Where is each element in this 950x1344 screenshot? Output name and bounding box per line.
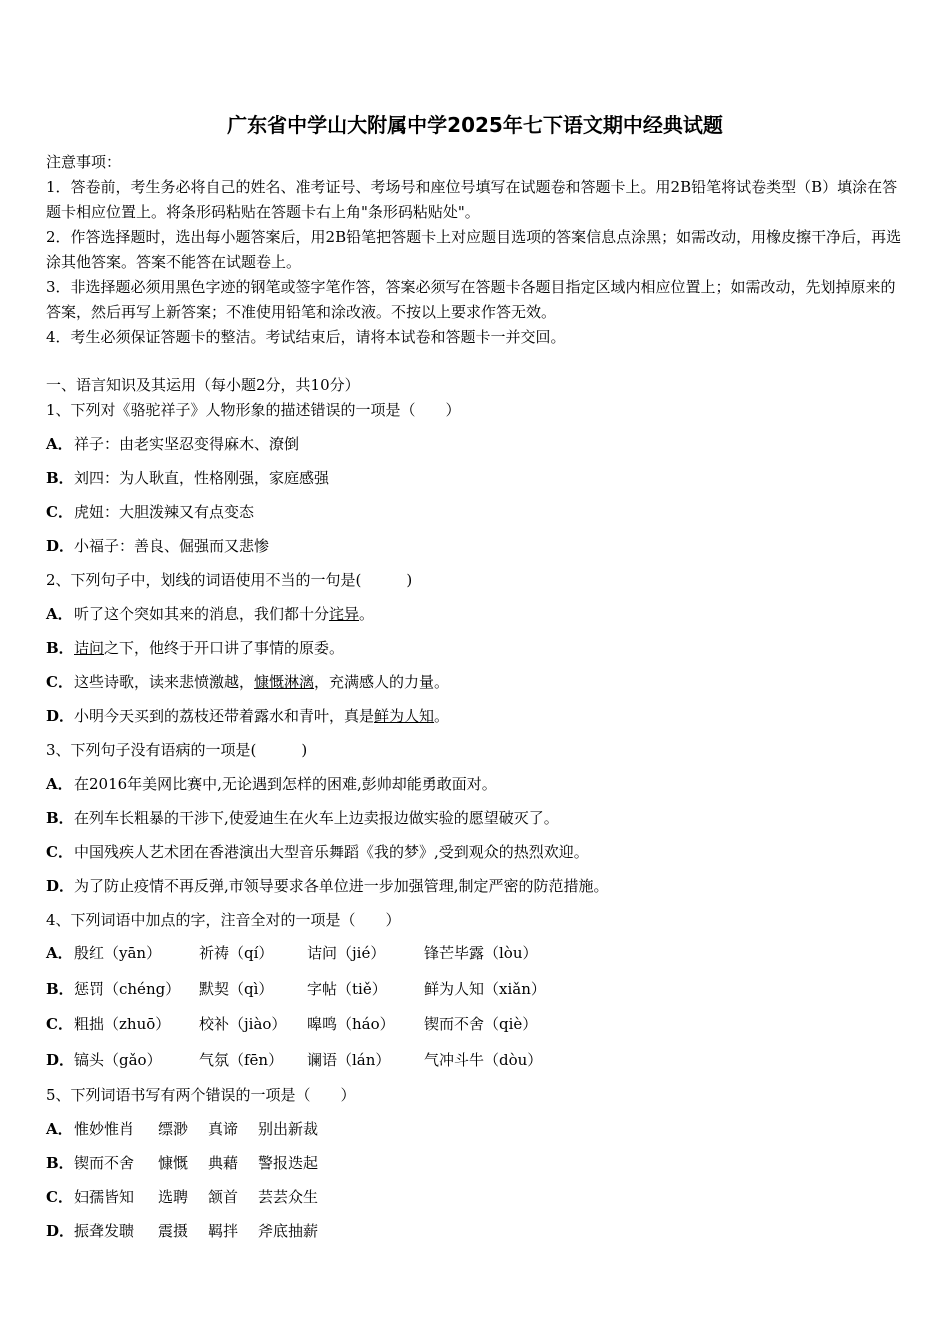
notice-item: 2．作答选择题时，选出每小题答案后，用2B铅笔把答题卡上对应题目选项的答案信息点涂黑；如需改动，用橡皮擦干净后，再选涂其他答案。答案不能答在试题卷上。: [46, 228, 902, 271]
word: 锲而不舍: [74, 1154, 135, 1172]
option-letter: C．: [46, 673, 73, 691]
word: 真谛: [208, 1120, 239, 1138]
option-text: 在列车长粗暴的干涉下,使爱迪生在火车上边卖报边做实验的愿望破灭了。: [74, 809, 559, 827]
pinyin-word: 鲜为人知（xiǎn）: [424, 980, 546, 998]
pinyin-word: 粗拙（zhuō）: [74, 1015, 171, 1033]
pinyin-word: 镐头（gǎo）: [74, 1051, 162, 1069]
option-1c: [46, 501, 254, 523]
option-letter: B．: [46, 639, 74, 657]
option-text: 在2016年美网比赛中,无论遇到怎样的困难,彭帅却能勇敢面对。: [74, 775, 497, 793]
underlined-word: 诘问: [74, 639, 105, 657]
option-text: 祥子：由老实坚忍变得麻木、潦倒: [74, 435, 300, 453]
word: 芸芸众生: [258, 1188, 319, 1206]
option-text: 。: [359, 605, 375, 623]
option-text: 。: [434, 707, 450, 725]
pinyin-word: 殷红（yān）: [74, 944, 162, 962]
option-1b: [46, 467, 329, 489]
option-letter: B．: [46, 469, 74, 487]
option-letter: A．: [46, 775, 73, 793]
option-letter: A．: [46, 944, 73, 962]
option-letter: D．: [46, 1222, 75, 1240]
option-5d: [46, 1220, 318, 1242]
word: 振聋发聩: [74, 1222, 135, 1240]
word: 妇孺皆知: [74, 1188, 135, 1206]
question-stem-2: 2、下列句子中，划线的词语使用不当的一句是( ): [46, 571, 413, 589]
word: 典藉: [208, 1154, 239, 1172]
word: 缥渺: [158, 1120, 189, 1138]
word: 震摄: [158, 1222, 189, 1240]
question-stem-4: 4、下列词语中加点的字，注音全对的一项是（ ）: [46, 911, 401, 929]
option-4b: [46, 978, 546, 1000]
option-3b: [46, 807, 559, 829]
option-letter: A．: [46, 435, 73, 453]
pinyin-word: 气冲斗牛（dòu）: [424, 1051, 543, 1069]
option-text: 这些诗歌，读来悲愤激越，: [74, 673, 255, 691]
option-4c: [46, 1013, 537, 1035]
option-text: 听了这个突如其来的消息，我们都十分: [74, 605, 330, 623]
option-1d: [46, 535, 269, 557]
option-letter: B．: [46, 980, 74, 998]
pinyin-word: 字帖（tiě）: [307, 980, 387, 998]
underlined-word: 诧异: [329, 605, 360, 623]
notice-block: [46, 150, 906, 350]
option-4a: [46, 942, 538, 964]
question-stem-1: 1、下列对《骆驼祥子》人物形象的描述错误的一项是（ ）: [46, 401, 461, 419]
option-letter: D．: [46, 707, 75, 725]
pinyin-word: 锲而不舍（qiè）: [424, 1015, 538, 1033]
question-stem-5: 5、下列词语书写有两个错误的一项是（ ）: [46, 1086, 356, 1104]
question-stem-3: 3、下列句子没有语病的一项是( ): [46, 741, 308, 759]
option-letter: C．: [46, 1188, 73, 1206]
option-4d: [46, 1049, 542, 1071]
option-text: 虎妞：大胆泼辣又有点变态: [74, 503, 255, 521]
option-5b: [46, 1152, 318, 1174]
option-letter: D．: [46, 537, 75, 555]
option-5c: [46, 1186, 318, 1208]
pinyin-word: 祈祷（qí）: [199, 944, 274, 962]
word: 颔首: [208, 1188, 239, 1206]
option-2c: [46, 671, 449, 693]
word: 别出新裁: [258, 1120, 319, 1138]
option-letter: D．: [46, 877, 75, 895]
option-text: 之下，他终于开口讲了事情的原委。: [104, 639, 345, 657]
pinyin-word: 惩罚（chéng）: [74, 980, 181, 998]
option-text: 刘四：为人耿直，性格刚强，家庭感强: [74, 469, 330, 487]
option-3a: [46, 773, 497, 795]
notice-item: 3．非选择题必须用黑色字迹的钢笔或签字笔作答，答案必须写在答题卡各题目指定区域内相应位置上；如需改动，先划掉原来的答案，然后再写上新答案；不准使用铅笔和涂改液。不按以上要求作答无效。: [46, 278, 896, 321]
word: 警报迭起: [258, 1154, 319, 1172]
option-3c: [46, 841, 589, 863]
option-letter: C．: [46, 503, 73, 521]
option-text: 小明今天买到的荔枝还带着露水和青叶，真是: [74, 707, 375, 725]
page-title: 广东省中学山大附属中学2025年七下语文期中经典试题: [227, 113, 723, 137]
word: 选聘: [158, 1188, 189, 1206]
underlined-word: 慷慨淋漓: [254, 673, 315, 691]
section-heading: 一、语言知识及其运用（每小题2分，共10分）: [46, 376, 360, 394]
pinyin-word: 诘问（jié）: [307, 944, 386, 962]
word: 羁拌: [208, 1222, 239, 1240]
word: 斧底抽薪: [258, 1222, 319, 1240]
option-letter: B．: [46, 1154, 74, 1172]
option-2b: [46, 637, 344, 659]
option-text: 为了防止疫情不再反弹,市领导要求各单位进一步加强管理,制定严密的防范措施。: [74, 877, 609, 895]
option-letter: D．: [46, 1051, 75, 1069]
pinyin-word: 默契（qì）: [199, 980, 274, 998]
option-5a: [46, 1118, 318, 1140]
option-3d: [46, 875, 609, 897]
option-text: ，充满感人的力量。: [314, 673, 450, 691]
option-letter: C．: [46, 843, 73, 861]
pinyin-word: 校补（jiào）: [199, 1015, 287, 1033]
pinyin-word: 嗥鸣（háo）: [307, 1015, 395, 1033]
option-text: 小福子：善良、倔强而又悲惨: [74, 537, 270, 555]
word: 惟妙惟肖: [74, 1120, 135, 1138]
underlined-word: 鲜为人知: [374, 707, 435, 725]
option-1a: [46, 433, 299, 455]
pinyin-word: 气氛（fēn）: [199, 1051, 284, 1069]
option-letter: B．: [46, 809, 74, 827]
option-text: 中国残疾人艺术团在香港演出大型音乐舞蹈《我的梦》,受到观众的热烈欢迎。: [74, 843, 589, 861]
pinyin-word: 谰语（lán）: [307, 1051, 391, 1069]
option-letter: A．: [46, 605, 73, 623]
notice-item: 1．答卷前，考生务必将自己的姓名、准考证号、考场号和座位号填写在试题卷和答题卡上。用2B铅笔将试卷类型（B）填涂在答题卡相应位置上。将条形码粘贴在答题卡右上角"条形码粘贴处"。: [46, 178, 898, 221]
notice-item: 4．考生必须保证答题卡的整洁。考试结束后，请将本试卷和答题卡一并交回。: [46, 328, 566, 346]
pinyin-word: 锋芒毕露（lòu）: [424, 944, 538, 962]
notice-heading: 注意事项：: [46, 153, 122, 171]
option-letter: C．: [46, 1015, 73, 1033]
option-2d: [46, 705, 449, 727]
word: 慷慨: [158, 1154, 189, 1172]
option-letter: A．: [46, 1120, 73, 1138]
option-2a: [46, 603, 374, 625]
